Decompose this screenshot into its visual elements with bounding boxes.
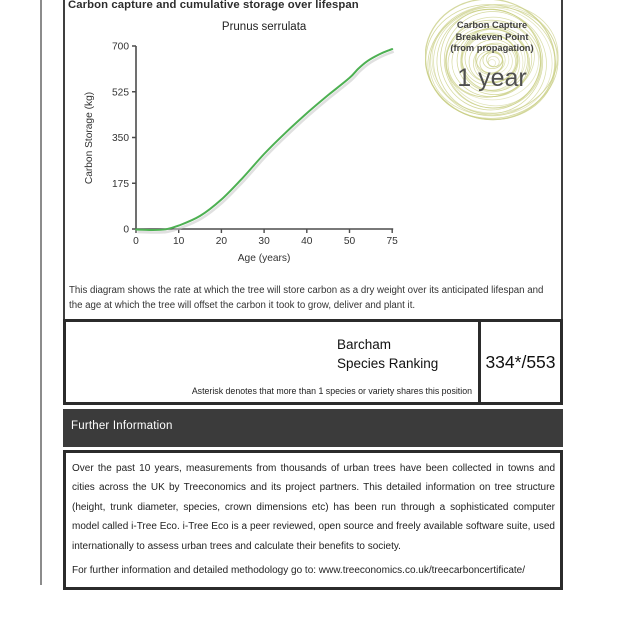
- further-information-body: [63, 450, 563, 590]
- further-information-paragraph: Over the past 10 years, measurements from thousands of urban trees have been collected in towns and cities across the UK by Treeconomics and its project partners. This detailed information on tree structure (height, trunk diameter, species, crown dimensions etc) has been run through a sophisticated computer model called i-Tree Eco. i-Tree Eco is a peer reviewed, open source and freely available software suite, used internationally to assess urban trees and calculate their benefits to society.: [72, 463, 555, 552]
- y-tick-label: 175: [112, 178, 129, 190]
- ranking-asterisk-note: Asterisk denotes that more than 1 species or variety shares this position: [191, 386, 472, 396]
- further-information-header: [63, 409, 563, 447]
- badge-title-line: (from propagation): [450, 43, 534, 54]
- breakeven-badge: [425, 0, 559, 129]
- methodology-link-line: For further information and detailed methodology go to: www.treeconomics.co.uk/treecarboncertificate/: [72, 565, 526, 577]
- x-tick-label: 0: [133, 236, 139, 247]
- x-tick-label: 10: [173, 236, 185, 247]
- ranking-label-line2: Species Ranking: [337, 356, 439, 371]
- carbon-capture-chart-section: [63, 0, 563, 321]
- x-tick-label: 40: [301, 236, 313, 247]
- ranking-label: [337, 335, 438, 373]
- y-axis-label: Carbon Storage (kg): [84, 91, 95, 185]
- ranking-value-cell: [478, 322, 560, 402]
- ranking-value: 334*/553: [485, 351, 556, 372]
- chart-description: This diagram shows the rate at which the tree will store carbon as a dry weight over its anticipated lifespan and the age at which the tree will offset the carbon it took to grow, deliver and plant it.: [69, 285, 544, 312]
- y-tick-label: 700: [112, 41, 129, 53]
- further-information-title: Further Information: [71, 420, 173, 432]
- page-left-edge-line: [40, 0, 42, 585]
- y-tick-label: 0: [123, 224, 129, 236]
- breakeven-value: 1 year: [457, 63, 527, 92]
- x-axis-label: Age (years): [237, 253, 291, 264]
- x-tick-label: 30: [258, 236, 270, 247]
- y-tick-label: 350: [112, 133, 129, 144]
- ranking-label-line1: Barcham: [337, 337, 392, 352]
- species-ranking-section: [63, 319, 563, 405]
- breakeven-badge-text: [425, 0, 559, 129]
- badge-title-line: Carbon Capture: [456, 20, 528, 30]
- x-tick-label: 50: [343, 236, 356, 247]
- y-tick-label: 525: [112, 87, 129, 99]
- x-tick-label: 75: [386, 236, 398, 247]
- curve-shadow: [138, 52, 394, 233]
- chart-title: Prunus serrulata: [221, 21, 307, 33]
- section-heading: Carbon capture and cumulative storage over lifespan: [68, 0, 359, 11]
- x-tick-label: 20: [215, 236, 228, 247]
- badge-title-line: Breakeven Point: [455, 31, 529, 42]
